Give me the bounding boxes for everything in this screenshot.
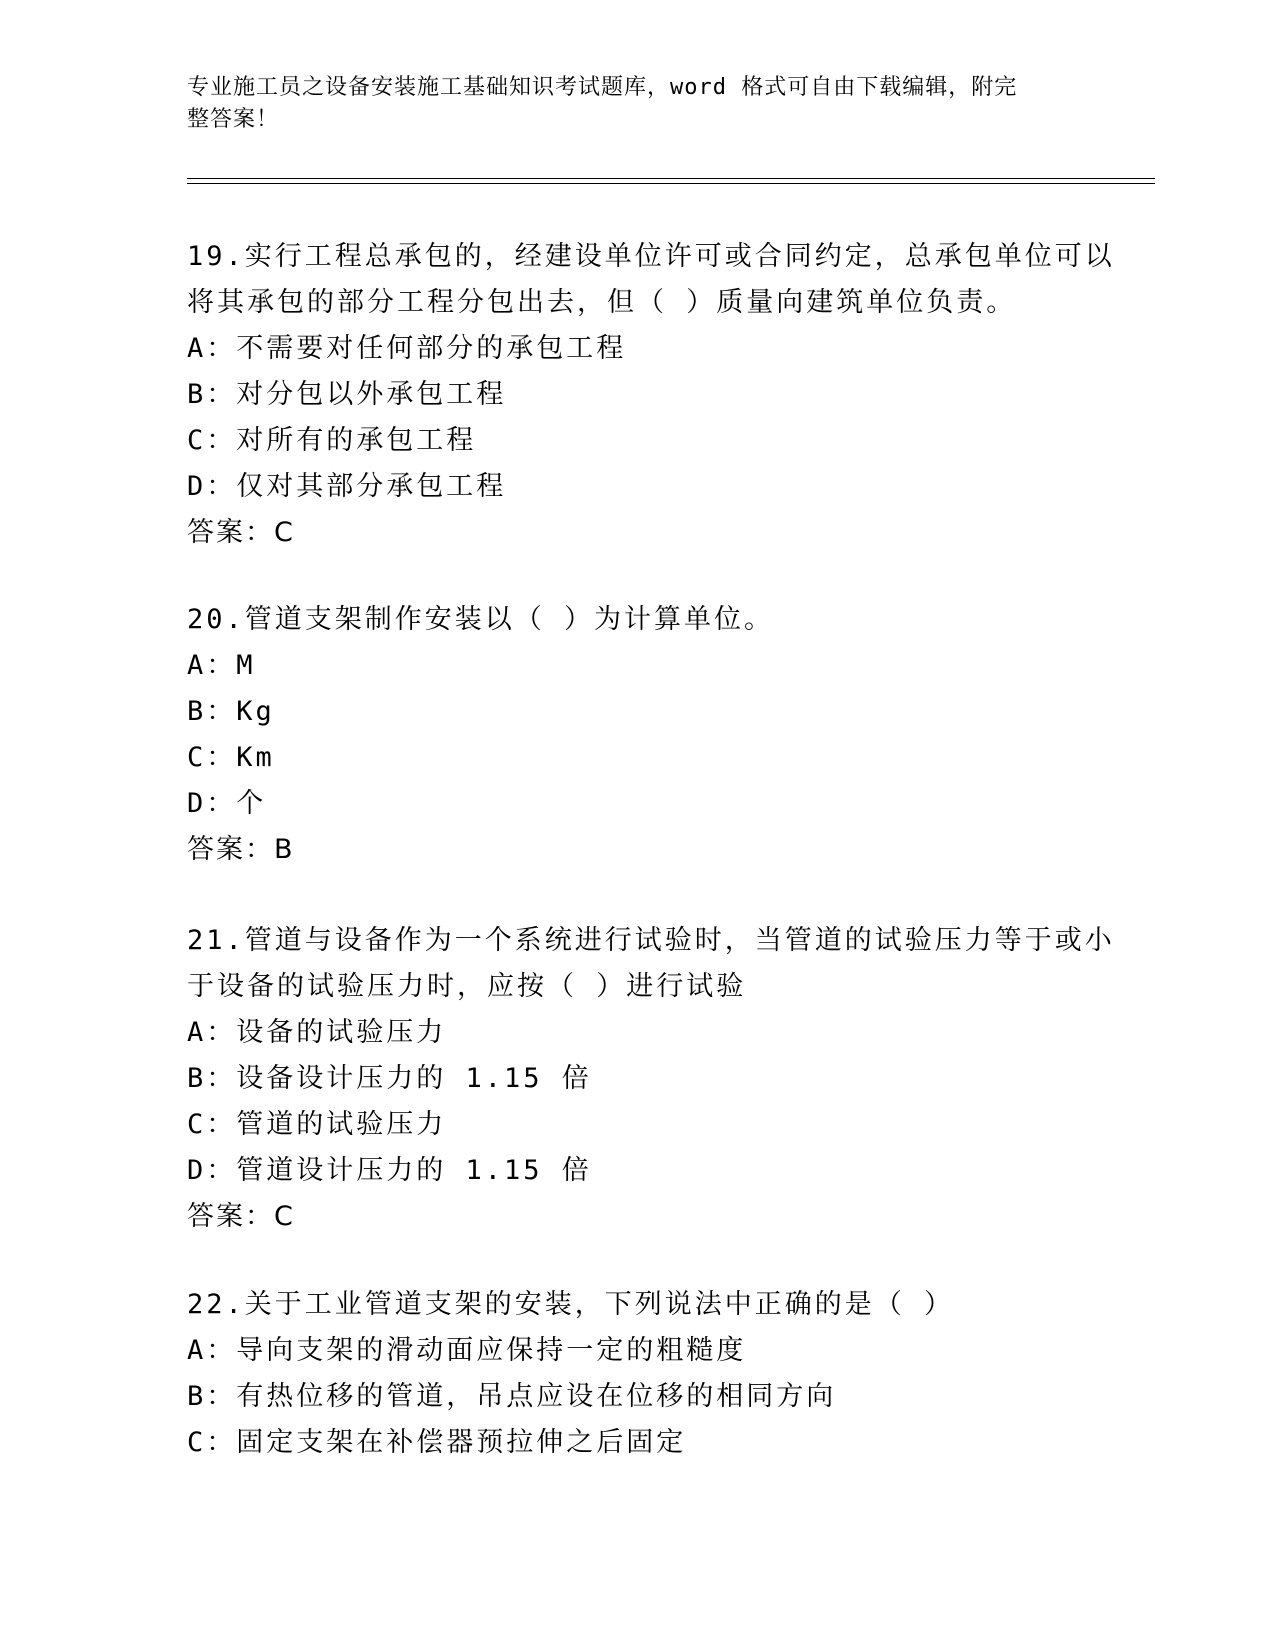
option-b: B：设备设计压力的 1.15 倍	[187, 1063, 592, 1094]
option-d: D：仅对其部分承包工程	[187, 471, 507, 502]
question-22	[187, 1282, 1087, 1466]
question-stem: 将其承包的部分工程分包出去，但（ ）质量向建筑单位负责。	[187, 287, 1017, 318]
header-line-1: 专业施工员之设备安装施工基础知识考试题库，word 格式可自由下载编辑，附完	[187, 75, 1018, 100]
answer: 答案：C	[187, 517, 295, 548]
option-c: C：固定支架在补偿器预拉伸之后固定	[187, 1427, 687, 1458]
option-b: B：有热位移的管道，吊点应设在位移的相同方向	[187, 1381, 837, 1412]
header-line-2: 整答案！	[187, 107, 280, 132]
answer: 答案：C	[187, 1201, 295, 1232]
question-stem: 22.关于工业管道支架的安装，下列说法中正确的是（ ）	[187, 1289, 955, 1320]
option-b: B：Kg	[187, 696, 275, 727]
document-header	[187, 72, 1067, 136]
option-d: D：个	[187, 788, 267, 819]
question-20	[187, 597, 1087, 873]
header-divider-bottom	[187, 183, 1155, 184]
question-stem: 于设备的试验压力时，应按（ ）进行试验	[187, 971, 747, 1002]
option-a: A：不需要对任何部分的承包工程	[187, 333, 627, 364]
option-a: A：设备的试验压力	[187, 1017, 447, 1048]
question-stem: 20.管道支架制作安装以（ ）为计算单位。	[187, 604, 775, 635]
question-stem: 21.管道与设备作为一个系统进行试验时，当管道的试验压力等于或小	[187, 925, 1115, 956]
option-c: C：Km	[187, 742, 275, 773]
option-c: C：管道的试验压力	[187, 1109, 447, 1140]
header-divider-top	[187, 178, 1155, 179]
option-c: C：对所有的承包工程	[187, 425, 477, 456]
option-b: B：对分包以外承包工程	[187, 379, 507, 410]
answer: 答案：B	[187, 834, 295, 865]
question-stem: 19.实行工程总承包的，经建设单位许可或合同约定，总承包单位可以	[187, 241, 1115, 272]
option-d: D：管道设计压力的 1.15 倍	[187, 1155, 592, 1186]
question-19	[187, 234, 1115, 556]
option-a: A：M	[187, 650, 256, 681]
question-21	[187, 918, 1115, 1240]
option-a: A：导向支架的滑动面应保持一定的粗糙度	[187, 1335, 747, 1366]
